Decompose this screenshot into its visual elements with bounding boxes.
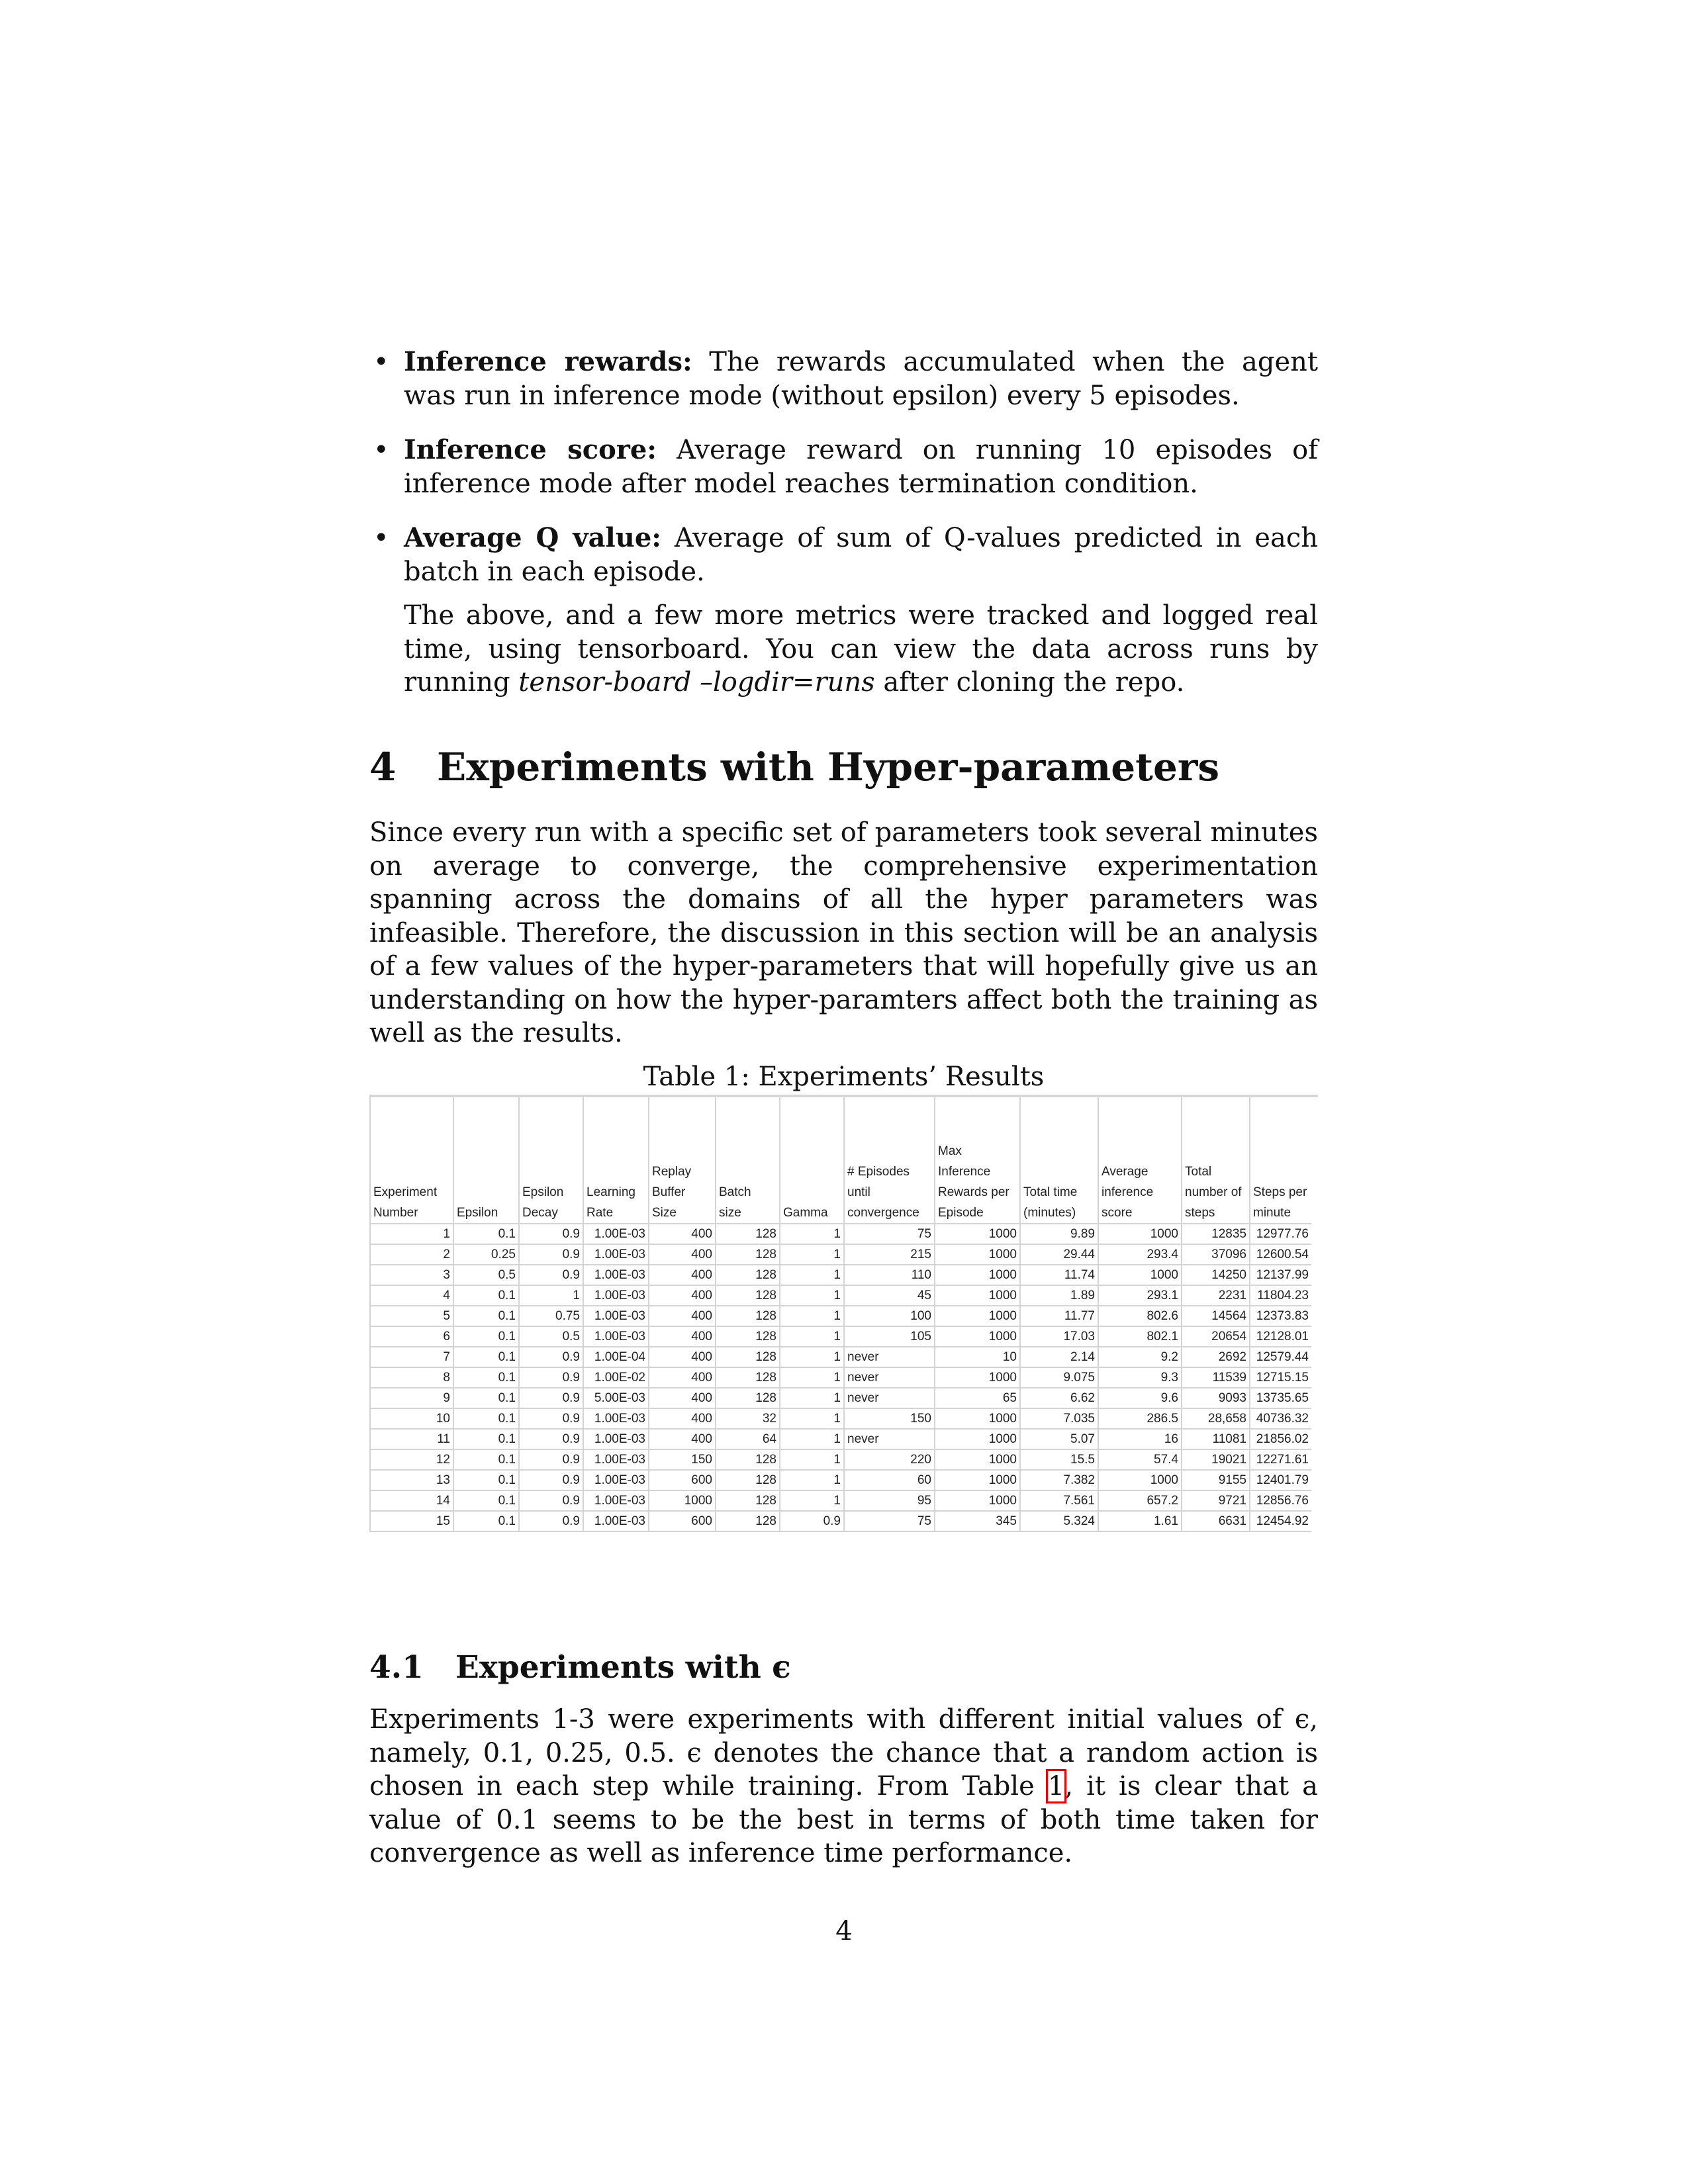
table-cell: 0.9 xyxy=(519,1511,583,1531)
column-header: Replay Buffer Size xyxy=(649,1097,716,1224)
table-cell: 1.89 xyxy=(1020,1285,1098,1306)
table-caption: Table 1: Experiments’ Results xyxy=(643,1062,1045,1092)
table-cell: 1000 xyxy=(935,1470,1020,1490)
column-header: Experiment Number xyxy=(370,1097,453,1224)
bullet-icon: • xyxy=(373,523,389,553)
table-cell: 12454.92 xyxy=(1250,1511,1311,1531)
table-cell: 657.2 xyxy=(1098,1490,1182,1511)
paragraph-text: The above, and a few more metrics were tracked and logged real time, using tensorboard. You can view the data across runs by running xyxy=(404,600,1318,698)
table-row xyxy=(370,1408,1311,1429)
table-row xyxy=(370,1367,1311,1388)
table-cell: 1000 xyxy=(935,1367,1020,1388)
table-cell: 0.9 xyxy=(780,1511,844,1531)
table-cell: 1 xyxy=(780,1449,844,1470)
results-table-wrap xyxy=(369,1095,1318,1532)
table-cell: 11 xyxy=(370,1429,453,1449)
table-row xyxy=(370,1511,1311,1531)
table-cell: 105 xyxy=(844,1326,935,1347)
table-cell: 75 xyxy=(844,1511,935,1531)
table-cell: 75 xyxy=(844,1224,935,1244)
column-header: Learning Rate xyxy=(583,1097,649,1224)
table-cell: 1000 xyxy=(935,1326,1020,1347)
table-cell: 13735.65 xyxy=(1250,1388,1311,1408)
table-cell: 1.00E-03 xyxy=(583,1449,649,1470)
table-cell: 1 xyxy=(780,1347,844,1367)
table-cell: 1000 xyxy=(649,1490,716,1511)
column-header: Batch size xyxy=(716,1097,780,1224)
table-cell: 0.1 xyxy=(453,1449,519,1470)
table-cell: 13 xyxy=(370,1470,453,1490)
section-title: Experiments with Hyper-parameters xyxy=(437,745,1220,790)
table-cell: 3 xyxy=(370,1265,453,1285)
table-cell: 1 xyxy=(780,1244,844,1265)
table-cell: 1 xyxy=(780,1306,844,1326)
table-cell: 14250 xyxy=(1182,1265,1250,1285)
page-number: 4 xyxy=(835,1916,853,1946)
table-cell: never xyxy=(844,1347,935,1367)
table-row xyxy=(370,1388,1311,1408)
table-cell: 12977.76 xyxy=(1250,1224,1311,1244)
table-cell: 0.9 xyxy=(519,1408,583,1429)
table-cell: 0.9 xyxy=(519,1388,583,1408)
table-cell: 12373.83 xyxy=(1250,1306,1311,1326)
table-cell: 9.89 xyxy=(1020,1224,1098,1244)
table-cell: 5 xyxy=(370,1306,453,1326)
table-cell: 1000 xyxy=(935,1490,1020,1511)
table-cell: 1.00E-03 xyxy=(583,1429,649,1449)
table-cell: 215 xyxy=(844,1244,935,1265)
table-cell: 110 xyxy=(844,1265,935,1285)
table-cell: 400 xyxy=(649,1285,716,1306)
table-cell: 0.1 xyxy=(453,1511,519,1531)
paragraph-text: , it is clear that a value of 0.1 seems to be the best in terms of both time taken for convergence as well as inference time performance. xyxy=(369,1771,1318,1868)
table-cell: 1000 xyxy=(935,1265,1020,1285)
table-cell: 1 xyxy=(780,1265,844,1285)
table-row xyxy=(370,1285,1311,1306)
bullet-text: The rewards accumulated when the agent was run in inference mode (without epsilon) every 5 episodes. xyxy=(404,347,1318,411)
table-cell: 8 xyxy=(370,1367,453,1388)
table-cell: 128 xyxy=(716,1224,780,1244)
table-body xyxy=(370,1224,1311,1531)
table-cell: 21856.02 xyxy=(1250,1429,1311,1449)
bullet-term: Average Q value: xyxy=(404,522,662,553)
table-cell: 15 xyxy=(370,1511,453,1531)
table-cell: 12128.01 xyxy=(1250,1326,1311,1347)
subsection-title: Experiments with ϵ xyxy=(455,1649,791,1686)
table-cell: 12137.99 xyxy=(1250,1265,1311,1285)
table-cell: 1 xyxy=(780,1470,844,1490)
table-cell: 0.75 xyxy=(519,1306,583,1326)
table-cell: 7.561 xyxy=(1020,1490,1098,1511)
paragraph-text: after cloning the repo. xyxy=(874,667,1185,698)
table-cell: 1 xyxy=(780,1429,844,1449)
table-cell: 128 xyxy=(716,1490,780,1511)
table-cell: 9721 xyxy=(1182,1490,1250,1511)
table-row xyxy=(370,1265,1311,1285)
table-cell: 128 xyxy=(716,1511,780,1531)
table-cell: 128 xyxy=(716,1347,780,1367)
column-header: Average inference score xyxy=(1098,1097,1182,1224)
table-cell: 7.035 xyxy=(1020,1408,1098,1429)
table-row xyxy=(370,1326,1311,1347)
table-row xyxy=(370,1244,1311,1265)
results-table xyxy=(369,1097,1311,1532)
table-cell: 40736.32 xyxy=(1250,1408,1311,1429)
table-cell: 14 xyxy=(370,1490,453,1511)
table-cell: 1000 xyxy=(935,1285,1020,1306)
column-header: Epsilon Decay xyxy=(519,1097,583,1224)
table-cell: 1 xyxy=(780,1224,844,1244)
table-cell: 400 xyxy=(649,1367,716,1388)
table-cell: 400 xyxy=(649,1408,716,1429)
table-cell: 400 xyxy=(649,1326,716,1347)
table-cell: 1.00E-03 xyxy=(583,1306,649,1326)
table-cell: 12271.61 xyxy=(1250,1449,1311,1470)
table-cell: 10 xyxy=(370,1408,453,1429)
table-cell: 9.075 xyxy=(1020,1367,1098,1388)
table-cell: 1000 xyxy=(1098,1224,1182,1244)
table-cell: 9.2 xyxy=(1098,1347,1182,1367)
table-cell: 0.1 xyxy=(453,1224,519,1244)
table-cell: 0.1 xyxy=(453,1347,519,1367)
table-cell: 345 xyxy=(935,1511,1020,1531)
paragraph-text: Experiments 1-3 were experiments with different initial values of ϵ, namely, 0.1, 0.25, 0.5. ϵ denotes the chance that a random action is chosen in each step while training. From Table xyxy=(369,1704,1318,1801)
table-cell: 1.00E-03 xyxy=(583,1470,649,1490)
table-cell: 1000 xyxy=(935,1244,1020,1265)
table-cell: 6 xyxy=(370,1326,453,1347)
table-cell: 150 xyxy=(844,1408,935,1429)
table-cell: 400 xyxy=(649,1224,716,1244)
table-cell: 400 xyxy=(649,1265,716,1285)
table-cell: 1 xyxy=(780,1285,844,1306)
table-cell: 0.5 xyxy=(453,1265,519,1285)
subsection-number: 4.1 xyxy=(369,1649,424,1686)
table-cell: 4 xyxy=(370,1285,453,1306)
table-cell: 7 xyxy=(370,1347,453,1367)
table-cell: 1 xyxy=(780,1490,844,1511)
table-cell: 1.00E-03 xyxy=(583,1511,649,1531)
table-cell: 9.6 xyxy=(1098,1388,1182,1408)
column-header: Max Inference Rewards per Episode xyxy=(935,1097,1020,1224)
table-cell: 0.9 xyxy=(519,1265,583,1285)
table-cell: 0.1 xyxy=(453,1388,519,1408)
bullet-text: Average of sum of Q-values predicted in each batch in each episode. xyxy=(404,523,1318,587)
section-heading xyxy=(369,745,1219,790)
table-cell: 95 xyxy=(844,1490,935,1511)
table-cell: 57.4 xyxy=(1098,1449,1182,1470)
table-cell: 1.00E-03 xyxy=(583,1265,649,1285)
table-cell: 128 xyxy=(716,1449,780,1470)
table-row xyxy=(370,1470,1311,1490)
table-cell: 32 xyxy=(716,1408,780,1429)
table-cell: 12715.15 xyxy=(1250,1367,1311,1388)
table-cell: 14564 xyxy=(1182,1306,1250,1326)
table-cell: 0.9 xyxy=(519,1367,583,1388)
table-cell: 5.324 xyxy=(1020,1511,1098,1531)
table-cell: never xyxy=(844,1429,935,1449)
table-cell: 1.00E-03 xyxy=(583,1224,649,1244)
table-row xyxy=(370,1224,1311,1244)
bullet-term: Inference rewards: xyxy=(404,346,692,377)
table-cell: 128 xyxy=(716,1244,780,1265)
table-cell: 5.07 xyxy=(1020,1429,1098,1449)
bullet-icon: • xyxy=(373,435,389,465)
table-cell: 0.5 xyxy=(519,1326,583,1347)
bullet-average-q xyxy=(373,522,1318,588)
table-cell: 0.1 xyxy=(453,1285,519,1306)
column-header: Gamma xyxy=(780,1097,844,1224)
table-cell: 1 xyxy=(780,1367,844,1388)
bullet-inference-rewards xyxy=(373,345,1318,412)
table-cell: 6.62 xyxy=(1020,1388,1098,1408)
table-cell: 128 xyxy=(716,1285,780,1306)
table-cell: 9.3 xyxy=(1098,1367,1182,1388)
table-cell: 128 xyxy=(716,1265,780,1285)
bullet-list xyxy=(373,345,1318,700)
table-cell: 1000 xyxy=(935,1306,1020,1326)
table-cell: 0.9 xyxy=(519,1449,583,1470)
metrics-paragraph xyxy=(404,599,1318,700)
table-cell: 65 xyxy=(935,1388,1020,1408)
table-cell: 0.25 xyxy=(453,1244,519,1265)
bullet-icon: • xyxy=(373,347,389,377)
table-cell: 293.1 xyxy=(1098,1285,1182,1306)
table-cell: 802.1 xyxy=(1098,1326,1182,1347)
table-cell: 0.1 xyxy=(453,1490,519,1511)
table-cell: 286.5 xyxy=(1098,1408,1182,1429)
table-cell: 400 xyxy=(649,1306,716,1326)
table-cell: 12579.44 xyxy=(1250,1347,1311,1367)
table-cell: 1000 xyxy=(1098,1470,1182,1490)
table-cell: 6631 xyxy=(1182,1511,1250,1531)
table-cell: 0.9 xyxy=(519,1470,583,1490)
table-row xyxy=(370,1347,1311,1367)
table-cell: 400 xyxy=(649,1347,716,1367)
subsection-heading xyxy=(369,1649,791,1686)
section-number: 4 xyxy=(369,745,397,790)
table-cell: 9 xyxy=(370,1388,453,1408)
table-cell: 9093 xyxy=(1182,1388,1250,1408)
table-cell: 9155 xyxy=(1182,1470,1250,1490)
table-cell: 11.74 xyxy=(1020,1265,1098,1285)
column-header: Epsilon xyxy=(453,1097,519,1224)
table-cell: 400 xyxy=(649,1429,716,1449)
table-cell: 400 xyxy=(649,1388,716,1408)
bullet-text: Average reward on running 10 episodes of inference mode after model reaches termination condition. xyxy=(404,435,1318,499)
bullet-inference-score xyxy=(373,433,1318,500)
table-cell: never xyxy=(844,1388,935,1408)
column-header: Total time (minutes) xyxy=(1020,1097,1098,1224)
table-cell: 1000 xyxy=(1098,1265,1182,1285)
column-header: # Episodes until convergence xyxy=(844,1097,935,1224)
table-cell: 1.00E-03 xyxy=(583,1408,649,1429)
table-cell: never xyxy=(844,1367,935,1388)
table-cell: 64 xyxy=(716,1429,780,1449)
table-cell: 12856.76 xyxy=(1250,1490,1311,1511)
table-row xyxy=(370,1449,1311,1470)
table-cell: 0.1 xyxy=(453,1306,519,1326)
table-header-row xyxy=(370,1097,1311,1224)
section-paragraph: Since every run with a specific set of parameters took several minutes on average to converge, the comprehensive experimentation spanning across the domains of all the hyper parameters was infeasible. Therefore, the discussion in this section will be an analysis of a few values of the hyper-parameters that will hopefully give us an understanding on how the hyper-paramters affect both the training as well as the results. xyxy=(369,817,1318,1048)
table-cell: 1000 xyxy=(935,1449,1020,1470)
table-cell: 0.9 xyxy=(519,1429,583,1449)
table-cell: 150 xyxy=(649,1449,716,1470)
table-cell: 128 xyxy=(716,1470,780,1490)
table-cell: 1 xyxy=(780,1326,844,1347)
table-cell: 0.1 xyxy=(453,1326,519,1347)
table-cell: 0.9 xyxy=(519,1490,583,1511)
table-cell: 15.5 xyxy=(1020,1449,1098,1470)
table-cell: 1.00E-02 xyxy=(583,1367,649,1388)
table-cell: 10 xyxy=(935,1347,1020,1367)
table-cell: 600 xyxy=(649,1470,716,1490)
table-cell: 1 xyxy=(780,1408,844,1429)
table-cell: 1000 xyxy=(935,1224,1020,1244)
table-cell: 2 xyxy=(370,1244,453,1265)
table-cell: 220 xyxy=(844,1449,935,1470)
table-cell: 1.00E-03 xyxy=(583,1285,649,1306)
table-cell: 1 xyxy=(780,1388,844,1408)
table-cell: 2231 xyxy=(1182,1285,1250,1306)
table-cell: 12 xyxy=(370,1449,453,1470)
table-cell: 0.1 xyxy=(453,1470,519,1490)
table-cell: 1000 xyxy=(935,1408,1020,1429)
table-cell: 19021 xyxy=(1182,1449,1250,1470)
table-cell: 802.6 xyxy=(1098,1306,1182,1326)
table-row xyxy=(370,1306,1311,1326)
table-cell: 400 xyxy=(649,1244,716,1265)
table-cell: 2692 xyxy=(1182,1347,1250,1367)
table-row xyxy=(370,1429,1311,1449)
table-cell: 16 xyxy=(1098,1429,1182,1449)
column-header: Steps per minute xyxy=(1250,1097,1311,1224)
table-cell: 11.77 xyxy=(1020,1306,1098,1326)
table-cell: 1.61 xyxy=(1098,1511,1182,1531)
table-cell: 1 xyxy=(370,1224,453,1244)
table-row xyxy=(370,1490,1311,1511)
table-cell: 12600.54 xyxy=(1250,1244,1311,1265)
table-cell: 12835 xyxy=(1182,1224,1250,1244)
table-cell: 100 xyxy=(844,1306,935,1326)
table-cell: 0.1 xyxy=(453,1408,519,1429)
command-text: tensor-board –logdir=runs xyxy=(518,667,875,698)
table-cell: 45 xyxy=(844,1285,935,1306)
table-cell: 0.9 xyxy=(519,1244,583,1265)
table-cell: 2.14 xyxy=(1020,1347,1098,1367)
table-cell: 17.03 xyxy=(1020,1326,1098,1347)
table-cell: 37096 xyxy=(1182,1244,1250,1265)
table-cell: 128 xyxy=(716,1388,780,1408)
table-cell: 60 xyxy=(844,1470,935,1490)
table-reference-link[interactable]: 1 xyxy=(1047,1771,1065,1801)
table-cell: 600 xyxy=(649,1511,716,1531)
table-cell: 29.44 xyxy=(1020,1244,1098,1265)
table-cell: 0.9 xyxy=(519,1347,583,1367)
table-cell: 1.00E-03 xyxy=(583,1490,649,1511)
subsection-paragraph xyxy=(369,1703,1318,1870)
table-cell: 11804.23 xyxy=(1250,1285,1311,1306)
table-cell: 128 xyxy=(716,1306,780,1326)
table-cell: 20654 xyxy=(1182,1326,1250,1347)
table-cell: 28,658 xyxy=(1182,1408,1250,1429)
table-cell: 128 xyxy=(716,1326,780,1347)
table-cell: 11081 xyxy=(1182,1429,1250,1449)
table-cell: 1.00E-03 xyxy=(583,1244,649,1265)
column-header: Total number of steps xyxy=(1182,1097,1250,1224)
table-cell: 0.1 xyxy=(453,1367,519,1388)
table-cell: 128 xyxy=(716,1367,780,1388)
table-cell: 5.00E-03 xyxy=(583,1388,649,1408)
table-cell: 1 xyxy=(519,1285,583,1306)
table-cell: 1.00E-03 xyxy=(583,1326,649,1347)
table-cell: 11539 xyxy=(1182,1367,1250,1388)
table-cell: 7.382 xyxy=(1020,1470,1098,1490)
table-cell: 0.1 xyxy=(453,1429,519,1449)
table-cell: 12401.79 xyxy=(1250,1470,1311,1490)
table-cell: 293.4 xyxy=(1098,1244,1182,1265)
table-cell: 0.9 xyxy=(519,1224,583,1244)
bullet-term: Inference score: xyxy=(404,434,657,465)
table-cell: 1000 xyxy=(935,1429,1020,1449)
table-cell: 1.00E-04 xyxy=(583,1347,649,1367)
